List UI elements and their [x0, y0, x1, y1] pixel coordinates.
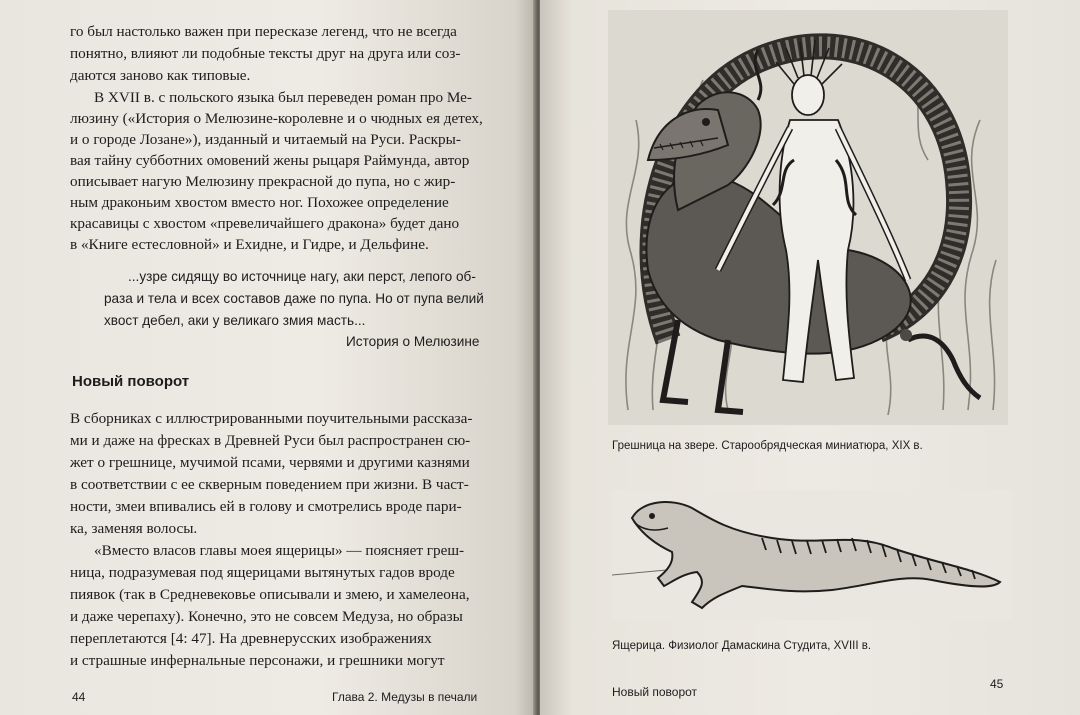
- p4-line-1: «Вместо власов главы моея ящерицы» — поясняет греш-: [94, 542, 465, 559]
- p2-line-1: В XVII в. с польского языка был переведен роман про Ме-: [94, 89, 472, 106]
- p2-line-6: ным драконьим хвостом вместо ног. Похожее определение: [70, 194, 449, 211]
- p3-line-4: в соответствии с ее скверным поведением при жизни. В част-: [70, 476, 469, 493]
- p3-line-6: ка, заменяя волосы.: [70, 520, 198, 537]
- p2-line-8: в «Книге естесловной» и Ехидне, и Гидре, и Дельфине.: [70, 236, 429, 253]
- lizard-illustration: [612, 490, 1012, 620]
- sinner-on-beast-illustration: [608, 10, 1008, 425]
- page-number-left: 44: [72, 690, 86, 704]
- p2-line-3: и о городе Лозане»), изданный и читаемый на Руси. Раскры-: [70, 131, 461, 148]
- left-page: [0, 0, 536, 715]
- running-header-right: Новый поворот: [612, 685, 698, 699]
- p4-line-3: пиявок (так в Средневековье описывали и змею, и хамелеона,: [70, 586, 470, 603]
- quote-line-1: ...узре сидящу во источнице нагу, аки перст, лепого об-: [128, 269, 476, 284]
- p4-line-2: ница, подразумевая под ящерицами вытянутых гадов вроде: [70, 564, 455, 581]
- p2-line-5: описывает нагую Мелюзину прекрасной до пупа, но с жир-: [70, 173, 456, 190]
- quote-line-3: хвост дебел, аки у великаго змия масть...: [104, 313, 366, 328]
- p1-line-2: понятно, влияют ли подобные тексты друг на друга или соз-: [70, 45, 461, 62]
- p4-line-6: и страшные инфернальные персонажи, и грешники могут: [70, 652, 445, 669]
- p3-line-2: ми и даже на фресках в Древней Руси был распространен сю-: [70, 432, 471, 449]
- illustration-caption-1: Грешница на звере. Старообрядческая миниатюра, XIX в.: [612, 440, 923, 452]
- p2-line-4: вая тайну субботних омовений жены рыцаря Раймунда, автор: [70, 152, 470, 169]
- p2-line-7: красавицы с хвостом «превеличайшего дракона» будет дано: [70, 215, 460, 232]
- quote-line-2: раза и тела и всех составов даже по пупа. Но от пупа велий: [104, 291, 484, 306]
- quote-source: История о Мелюзине: [346, 334, 480, 349]
- p3-line-3: жет о грешнице, мучимой псами, червями и другими казнями: [70, 454, 470, 471]
- p2-line-2: люзину («История о Мелюзине-королевне и о чюдных ея детех,: [70, 110, 483, 127]
- p3-line-5: ности, змеи впивались ей в голову и смотрелись вроде пари-: [70, 498, 462, 515]
- right-page: [540, 0, 1080, 715]
- page-number-right: 45: [990, 677, 1004, 691]
- section-heading: Новый поворот: [72, 373, 190, 390]
- p1-line-3: даются заново как типовые.: [70, 67, 251, 84]
- illustration-caption-2: Ящерица. Физиолог Дамаскина Студита, XVIII в.: [612, 640, 872, 652]
- running-header-left: Глава 2. Медузы в печали: [332, 690, 478, 704]
- p4-line-5: переплетаются [4: 47]. На древнерусских изображениях: [70, 630, 432, 647]
- p4-line-4: и даже черепаху). Конечно, это не совсем Медуза, но образы: [70, 608, 463, 625]
- p1-line-1: го был настолько важен при пересказе легенд, что не всегда: [70, 23, 457, 40]
- p3-line-1: В сборниках с иллюстрированными поучительными рассказа-: [70, 410, 473, 427]
